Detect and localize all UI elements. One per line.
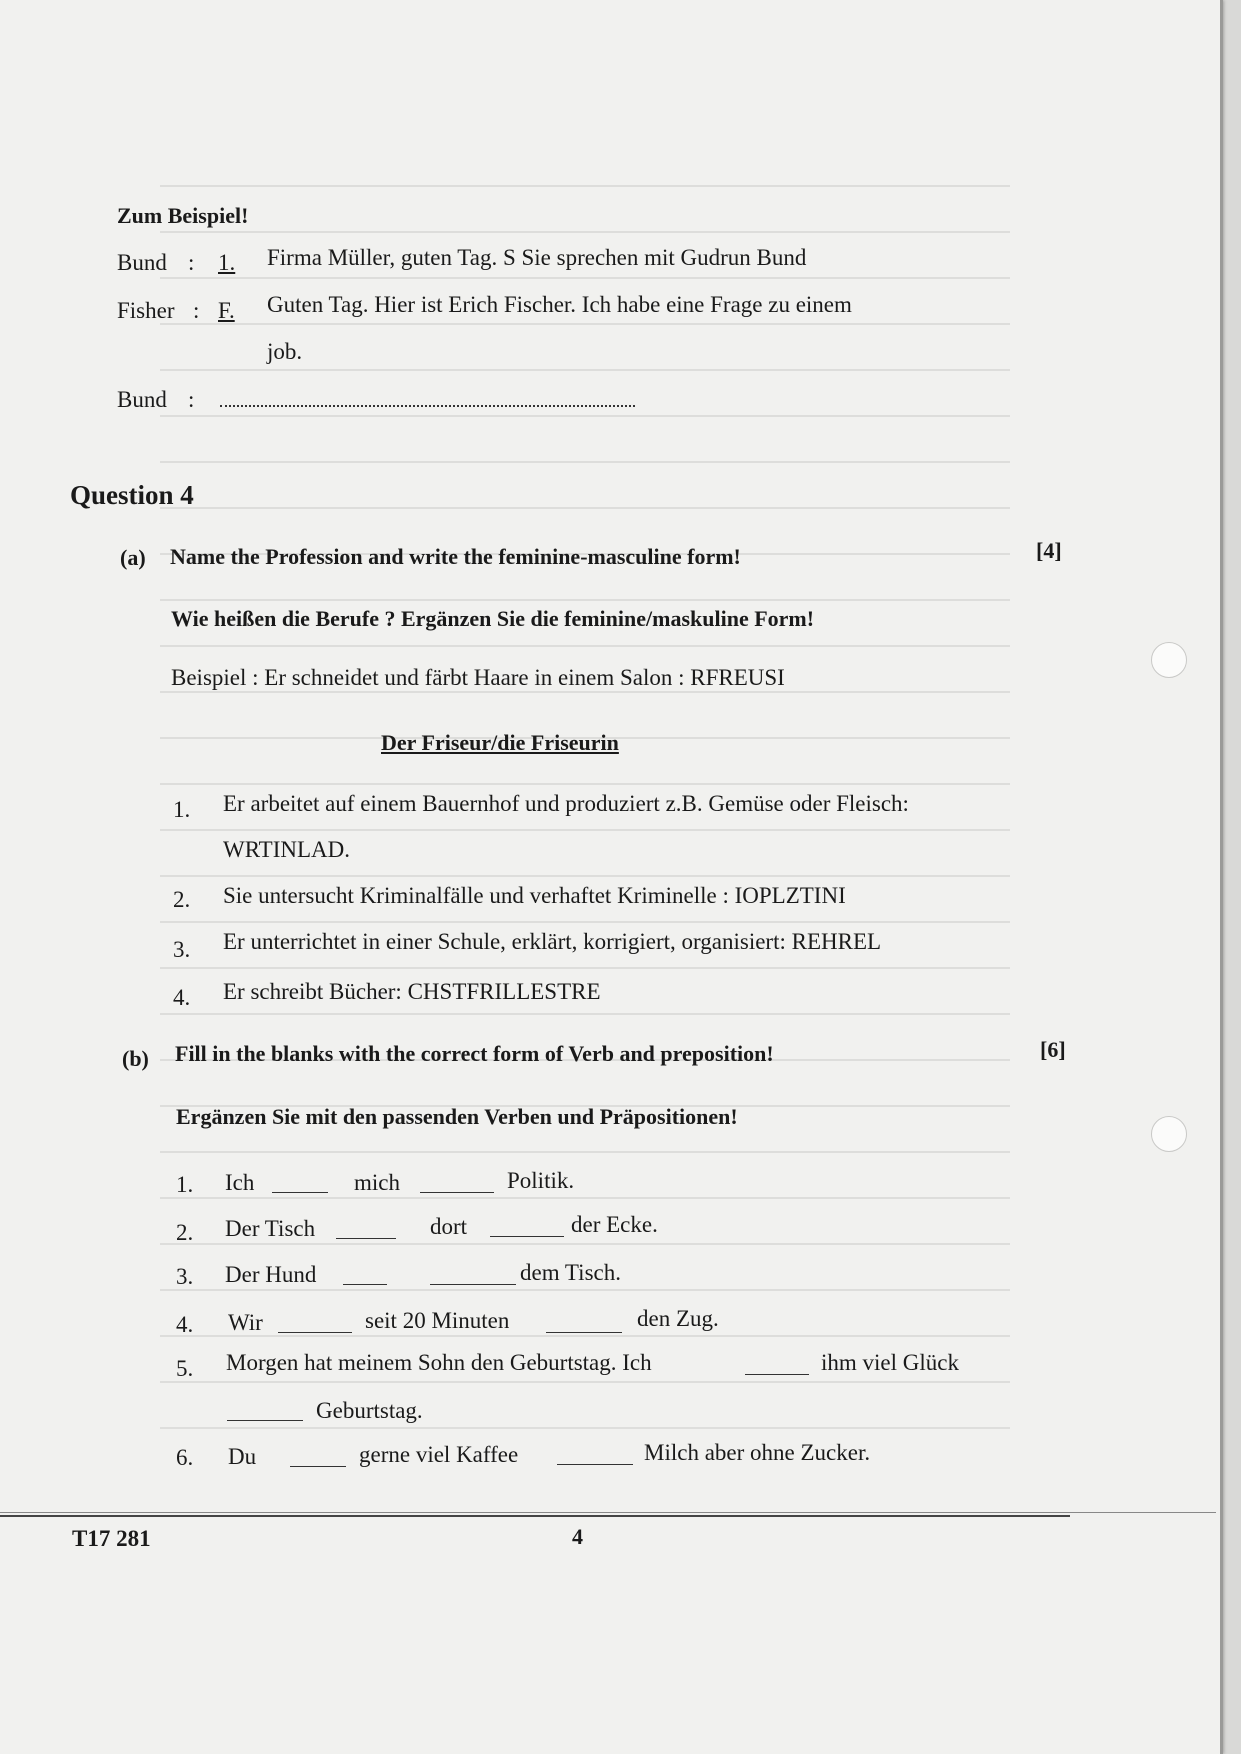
part-a-marks: [4] — [1036, 538, 1062, 563]
part-b-item-word: Politik. — [507, 1168, 575, 1193]
fill-blank[interactable] — [745, 1374, 809, 1375]
part-a-item-number: 2. — [173, 887, 191, 912]
fill-blank[interactable] — [272, 1192, 328, 1193]
part-a-example: Beispiel : Er schneidet und färbt Haare in einem Salon : RFREUSI — [171, 665, 785, 690]
dialogue-line-text: Firma Müller, guten Tag. S Sie sprechen mit Gudrun Bund — [267, 245, 807, 270]
part-b-item-word: Wir — [228, 1310, 263, 1335]
dialogue-speaker-bund: Bund — [117, 387, 167, 412]
fill-blank[interactable] — [278, 1332, 352, 1333]
fill-blank[interactable] — [290, 1466, 346, 1467]
part-b-marks: [6] — [1040, 1037, 1066, 1062]
dialogue-line-text-cont: job. — [267, 339, 303, 364]
fill-blank[interactable] — [420, 1192, 494, 1193]
part-b-item-word: Morgen hat meinem Sohn den Geburtstag. Ich — [226, 1350, 652, 1375]
part-a-instruction-de: Wie heißen die Berufe ? Ergänzen Sie die feminine/maskuline Form! — [171, 606, 815, 631]
part-a-item-text: Er unterrichtet in einer Schule, erklärt, korrigiert, organisiert: REHREL — [223, 929, 882, 954]
part-a-item-text: Sie untersucht Kriminalfälle und verhaftet Kriminelle : IOPLZTINI — [223, 883, 846, 908]
part-b-instruction-de: Ergänzen Sie mit den passenden Verben und Präpositionen! — [176, 1104, 738, 1129]
part-a-item-text: Er schreibt Bücher: CHSTFRILLESTRE — [223, 979, 601, 1004]
part-b-item-number: 5. — [176, 1356, 194, 1381]
punch-hole — [1151, 642, 1187, 678]
part-b-item-number: 1. — [176, 1172, 194, 1197]
question-title: Question 4 — [70, 480, 194, 510]
dialogue-separator: : — [188, 387, 195, 412]
part-b-item-word: Ich — [225, 1170, 255, 1195]
dialogue-mark: F. — [218, 298, 235, 323]
fill-blank[interactable] — [430, 1284, 516, 1285]
part-b-item-word: gerne viel Kaffee — [359, 1442, 519, 1467]
part-b-item-word: dem Tisch. — [520, 1260, 621, 1285]
dialogue-separator: : — [188, 250, 195, 275]
answer-dotted-line — [220, 405, 635, 407]
fill-blank[interactable] — [227, 1420, 303, 1421]
part-b-item-word: Der Tisch — [225, 1216, 316, 1241]
part-b-item-word: Der Hund — [225, 1262, 317, 1287]
dialogue-line-text: Guten Tag. Hier ist Erich Fischer. Ich habe eine Frage zu einem — [267, 292, 852, 317]
part-b-item-word: Geburtstag. — [316, 1398, 423, 1423]
part-b-instruction-en: Fill in the blanks with the correct form of Verb and preposition! — [175, 1041, 774, 1066]
part-b-item-number: 4. — [176, 1312, 194, 1337]
footer-code: T17 281 — [72, 1526, 151, 1551]
part-a-item-number: 4. — [173, 985, 191, 1010]
part-b-item-word: der Ecke. — [571, 1212, 658, 1237]
fill-blank[interactable] — [557, 1464, 633, 1465]
part-b-item-word: seit 20 Minuten — [365, 1308, 510, 1333]
part-b-item-number: 6. — [176, 1445, 194, 1470]
dialogue-mark: 1. — [218, 250, 236, 275]
part-a-instruction-en: Name the Profession and write the feminine-masculine form! — [170, 544, 741, 569]
fill-blank[interactable] — [343, 1284, 387, 1285]
footer-rule — [0, 1515, 1070, 1517]
part-b-item-word: dort — [430, 1214, 468, 1239]
part-b-item-word: den Zug. — [637, 1306, 719, 1331]
part-b-item-number: 3. — [176, 1264, 194, 1289]
part-b-label: (b) — [122, 1046, 149, 1071]
fill-blank[interactable] — [336, 1238, 396, 1239]
example-heading: Zum Beispiel! — [117, 203, 249, 228]
dialogue-speaker-fisher: Fisher — [117, 298, 175, 323]
fill-blank[interactable] — [490, 1236, 564, 1237]
part-a-item-number: 3. — [173, 937, 191, 962]
part-b-item-word: Milch aber ohne Zucker. — [644, 1440, 871, 1465]
dialogue-speaker-bund: Bund — [117, 250, 167, 275]
punch-hole — [1151, 1116, 1187, 1152]
part-b-item-word: ihm viel Glück — [821, 1350, 959, 1375]
part-b-item-word: Du — [228, 1444, 257, 1469]
part-b-item-number: 2. — [176, 1220, 194, 1245]
part-b-item-word: mich — [354, 1170, 400, 1195]
dialogue-separator: : — [193, 298, 200, 323]
part-a-item-text-cont: WRTINLAD. — [223, 837, 351, 862]
part-a-item-number: 1. — [173, 797, 191, 822]
footer-bleed-rule — [0, 1512, 1216, 1513]
fill-blank[interactable] — [546, 1332, 622, 1333]
page-number: 4 — [572, 1524, 583, 1549]
part-a-label: (a) — [120, 545, 146, 570]
part-a-example-answer: Der Friseur/die Friseurin — [381, 730, 619, 755]
page-edge — [1220, 0, 1223, 1754]
part-a-item-text: Er arbeitet auf einem Bauernhof und produziert z.B. Gemüse oder Fleisch: — [223, 791, 909, 816]
